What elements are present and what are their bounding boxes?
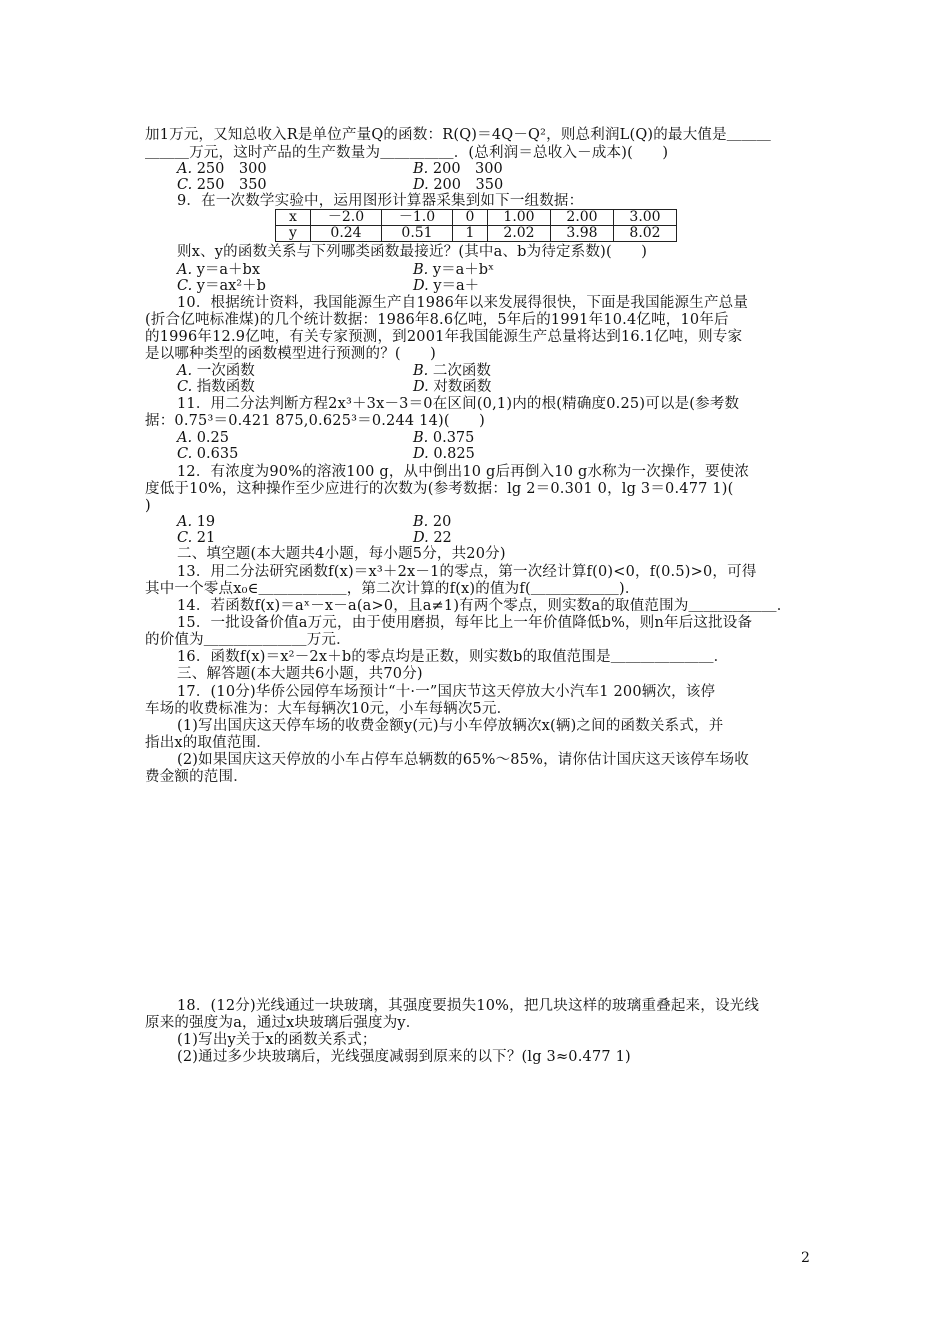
q12-option-b: B. 20	[413, 514, 452, 530]
q10-line3: 的1996年12.9亿吨，有关专家预测，到2001年我国能源生产总量将达到16.1亿吨，则专家	[145, 329, 743, 345]
q9-stem: 9．在一次数学实验中，运用图形计算器采集到如下一组数据：	[177, 193, 584, 209]
q8-line2: ＿＿＿万元，这时产品的生产数量为＿＿＿＿＿．(总利润＝总收入－成本)( )	[145, 145, 669, 161]
q10-line2: (折合亿吨标准煤)的几个统计数据：1986年8.6亿吨，5年后的1991年10.4亿吨，10年后	[145, 312, 729, 328]
q15-line1: 15．一批设备价值a万元，由于使用磨损，每年比上一年价值降低b%，则n年后这批设备	[177, 615, 753, 631]
page-number: 2	[801, 1250, 810, 1266]
q8-option-b: B. 200 300	[413, 161, 503, 177]
q10-line4: 是以哪种类型的函数模型进行预测的？( )	[145, 346, 437, 362]
q12-line3: )	[145, 498, 151, 514]
q17-line2: 车场的收费标准为：大车每辆次10元，小车每辆次5元．	[145, 701, 512, 717]
q17-line3: (1)写出国庆这天停车场的收费金额y(元)与小车停放辆次x(辆)之间的函数关系式，并	[177, 718, 724, 734]
q16-line1: 16．函数f(x)＝x²－2x＋b的零点均是正数，则实数b的取值范围是＿＿＿＿＿＿＿．	[177, 649, 729, 665]
q10-line1: 10．根据统计资料，我国能源生产自1986年以来发展得很快，下面是我国能源生产总量	[177, 295, 749, 311]
table-cell: －2.0	[311, 210, 382, 226]
q9-option-a: A. y＝a＋bx	[177, 262, 260, 278]
q12-option-a: A. 19	[177, 514, 216, 530]
q17-line6: 费金额的范围．	[145, 769, 248, 785]
q13-line2: 其中一个零点x₀∈＿＿＿＿＿＿，第二次计算的f(x)的值为f(＿＿＿＿＿＿)．	[145, 581, 640, 597]
q9-option-b: B. y＝a＋bˣ	[413, 262, 495, 278]
q13-line1: 13．用二分法研究函数f(x)＝x³＋2x－1的零点，第一次经计算f(0)<0，f(0.5)>0，可得	[177, 564, 757, 580]
q9-data-table	[275, 209, 677, 242]
q12-line2: 度低于10%，这种操作至少应进行的次数为(参考数据：lg 2＝0.301 0，lg 3＝0.477 1)(	[145, 481, 734, 497]
table-cell: 1	[453, 226, 488, 242]
section-heading-solve: 三、解答题(本大题共6小题，共70分)	[177, 666, 423, 682]
q17-line4: 指出x的取值范围．	[145, 735, 271, 751]
q12-option-d: D. 22	[413, 530, 452, 546]
q17-line5: (2)如果国庆这天停放的小车占停车总辆数的65%～85%，请你估计国庆这天该停车场收	[177, 752, 749, 768]
q8-option-c: C. 250 350	[177, 177, 267, 193]
table-row-x	[276, 210, 677, 226]
table-cell: －1.0	[382, 210, 453, 226]
q8-option-a: A. 250 300	[177, 161, 267, 177]
table-cell: 8.02	[614, 226, 677, 242]
q10-option-b: B. 二次函数	[413, 363, 491, 379]
table-cell: x	[276, 210, 311, 226]
q11-option-b: B. 0.375	[413, 430, 475, 446]
table-cell: 1.00	[488, 210, 551, 226]
table-cell: 0.51	[382, 226, 453, 242]
table-cell: 0.24	[311, 226, 382, 242]
q11-option-d: D. 0.825	[413, 446, 475, 462]
q18-line4: (2)通过多少块玻璃后，光线强度减弱到原来的以下？(lg 3≈0.477 1)	[177, 1049, 631, 1065]
q9-option-d: D. y＝a＋	[413, 278, 480, 294]
table-cell: 2.02	[488, 226, 551, 242]
q8-option-d: D. 200 350	[413, 177, 504, 193]
q10-option-d: D. 对数函数	[413, 379, 492, 395]
q12-line1: 12．有浓度为90%的溶液100 g，从中倒出10 g后再倒入10 g水称为一次操作，要使浓	[177, 464, 750, 480]
q18-line1: 18．(12分)光线通过一块玻璃，其强度要损失10%，把几块这样的玻璃重叠起来，设光线	[177, 998, 760, 1014]
q10-option-c: C. 指数函数	[177, 379, 255, 395]
q17-line1: 17．(10分)华侨公园停车场预计“十·一”国庆节这天停放大小汽车1 200辆次，该停	[177, 684, 716, 700]
q18-line3: (1)写出y关于x的函数关系式；	[177, 1032, 377, 1048]
table-cell: 0	[453, 210, 488, 226]
q11-option-c: C. 0.635	[177, 446, 239, 462]
q14-line1: 14．若函数f(x)＝aˣ－x－a(a>0，且a≠1)有两个零点，则实数a的取值范围为＿＿＿＿＿＿．	[177, 598, 792, 614]
q11-option-a: A. 0.25	[177, 430, 229, 446]
q11-line1: 11．用二分法判断方程2x³＋3x－3＝0在区间(0,1)内的根(精确度0.25)可以是(参考数	[177, 396, 740, 412]
q10-option-a: A. 一次函数	[177, 363, 255, 379]
table-cell: 3.00	[614, 210, 677, 226]
q11-line2: 据：0.75³＝0.421 875,0.625³＝0.244 14)( )	[145, 413, 485, 429]
table-row-y	[276, 226, 677, 242]
q8-line1: 加1万元，又知总收入R是单位产量Q的函数：R(Q)＝4Q－Q²，则总利润L(Q)的最大值是＿＿＿	[145, 127, 771, 143]
q9-question: 则x、y的函数关系与下列哪类函数最接近？(其中a、b为待定系数)( )	[177, 244, 648, 260]
q15-line2: 的价值为＿＿＿＿＿＿＿万元．	[145, 632, 351, 648]
table-cell: y	[276, 226, 311, 242]
q9-option-c: C. y＝ax²＋b	[177, 278, 266, 294]
table-cell: 3.98	[551, 226, 614, 242]
q18-line2: 原来的强度为a，通过x块玻璃后强度为y．	[145, 1015, 421, 1031]
q12-option-c: C. 21	[177, 530, 216, 546]
table-cell: 2.00	[551, 210, 614, 226]
section-heading-fill-in: 二、填空题(本大题共4小题，每小题5分，共20分)	[177, 546, 506, 562]
